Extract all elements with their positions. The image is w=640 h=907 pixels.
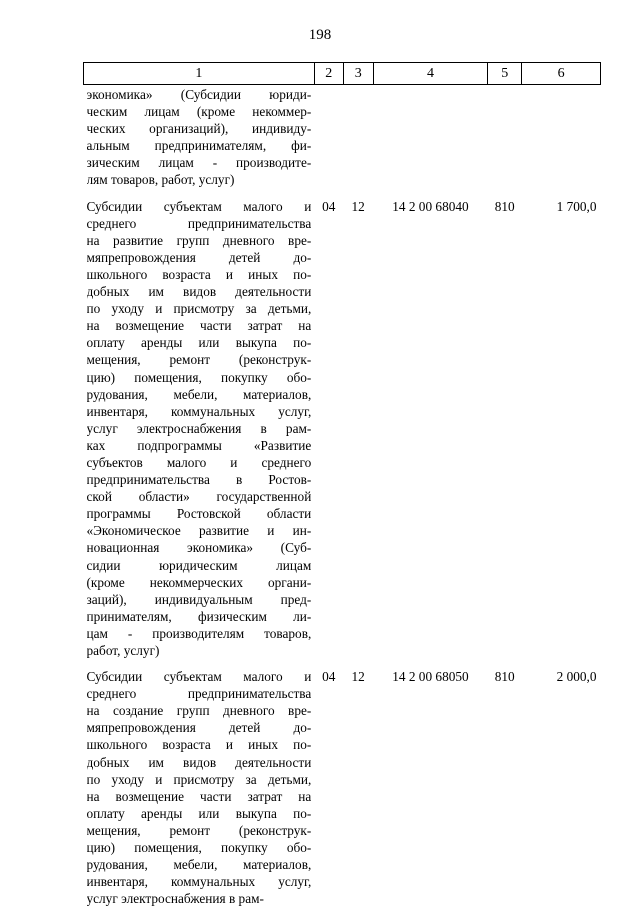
- row-section-code: 04: [314, 189, 343, 660]
- description-line: предпринимательства в Ростов-: [87, 471, 312, 488]
- description-line: лям товаров, работ, услуг): [87, 171, 312, 188]
- description-line: Субсидии субъектам малого и: [87, 668, 312, 685]
- description-line: мяпрепровождения детей до-: [87, 719, 312, 736]
- description-line: услуг электроснабжения в рам-: [87, 890, 312, 907]
- row-expense-type: 810: [488, 659, 522, 907]
- description-line: по уходу и присмотру за детьми,: [87, 300, 312, 317]
- description-line: сидии юридическим лицам: [87, 557, 312, 574]
- description-line: работ, услуг): [87, 642, 312, 659]
- row-expense-type: 810: [488, 189, 522, 660]
- description-line: принимателям, физическим ли-: [87, 608, 312, 625]
- description-line: на создание групп дневного вре-: [87, 702, 312, 719]
- description-line: школьного возраста и иных по-: [87, 736, 312, 753]
- table-body: [84, 85, 601, 907]
- description-line: на развитие групп дневного вре-: [87, 232, 312, 249]
- description-line: экономика» (Субсидии юриди-: [87, 86, 312, 103]
- budget-table: [83, 62, 601, 907]
- page-number: 198: [0, 27, 640, 44]
- description-line: новационная экономика» (Суб-: [87, 539, 312, 556]
- row-description: [84, 85, 315, 189]
- description-line: мещения, ремонт (реконструк-: [87, 351, 312, 368]
- row-section-code: 04: [314, 659, 343, 907]
- description-line: инвентаря, коммунальных услуг,: [87, 873, 312, 890]
- description-line: субъектов малого и среднего: [87, 454, 312, 471]
- description-line: оплату аренды или выкупа по-: [87, 334, 312, 351]
- description-line: ческих организаций), индивиду-: [87, 120, 312, 137]
- description-line: инвентаря, коммунальных услуг,: [87, 403, 312, 420]
- table-row: [84, 659, 601, 907]
- table-row: [84, 189, 601, 660]
- description-line: школьного возраста и иных по-: [87, 266, 312, 283]
- column-header-2: 2: [314, 63, 343, 85]
- description-line: добных им видов деятельности: [87, 754, 312, 771]
- table-header-row: [84, 63, 601, 85]
- description-line: ках подпрограммы «Развитие: [87, 437, 312, 454]
- description-line: оплату аренды или выкупа по-: [87, 805, 312, 822]
- description-line: Субсидии субъектам малого и: [87, 198, 312, 215]
- column-header-5: 5: [488, 63, 522, 85]
- row-description: [84, 659, 315, 907]
- description-line: (кроме некоммерческих органи-: [87, 574, 312, 591]
- description-line: зическим лицам - производите-: [87, 154, 312, 171]
- description-line: среднего предпринимательства: [87, 685, 312, 702]
- description-line: услуг электроснабжения в рам-: [87, 420, 312, 437]
- row-subsection-code: 12: [343, 189, 373, 660]
- description-line: альным предпринимателям, фи-: [87, 137, 312, 154]
- row-subsection-code: [343, 85, 373, 189]
- description-line: рудования, мебели, материалов,: [87, 856, 312, 873]
- row-expense-type: [488, 85, 522, 189]
- description-line: ческим лицам (кроме некоммер-: [87, 103, 312, 120]
- description-line: цам - производителям товаров,: [87, 625, 312, 642]
- description-line: мяпрепровождения детей до-: [87, 249, 312, 266]
- row-section-code: [314, 85, 343, 189]
- column-header-1: 1: [84, 63, 315, 85]
- description-line: среднего предпринимательства: [87, 215, 312, 232]
- row-amount: 2 000,0: [522, 659, 601, 907]
- description-line: на возмещение части затрат на: [87, 317, 312, 334]
- description-line: «Экономическое развитие и ин-: [87, 522, 312, 539]
- description-line: цию) помещения, покупку обо-: [87, 369, 312, 386]
- column-header-6: 6: [522, 63, 601, 85]
- row-amount: [522, 85, 601, 189]
- description-line: заций), индивидуальным пред-: [87, 591, 312, 608]
- row-subsection-code: 12: [343, 659, 373, 907]
- description-line: программы Ростовской области: [87, 505, 312, 522]
- description-line: цию) помещения, покупку обо-: [87, 839, 312, 856]
- column-header-4: 4: [373, 63, 488, 85]
- description-line: рудования, мебели, материалов,: [87, 386, 312, 403]
- description-line: добных им видов деятельности: [87, 283, 312, 300]
- description-line: мещения, ремонт (реконструк-: [87, 822, 312, 839]
- description-line: по уходу и присмотру за детьми,: [87, 771, 312, 788]
- description-line: на возмещение части затрат на: [87, 788, 312, 805]
- table-row: [84, 85, 601, 189]
- row-description: [84, 189, 315, 660]
- row-amount: 1 700,0: [522, 189, 601, 660]
- row-target-article: 14 2 00 68050: [373, 659, 488, 907]
- row-target-article: [373, 85, 488, 189]
- column-header-3: 3: [343, 63, 373, 85]
- row-target-article: 14 2 00 68040: [373, 189, 488, 660]
- description-line: ской области» государственной: [87, 488, 312, 505]
